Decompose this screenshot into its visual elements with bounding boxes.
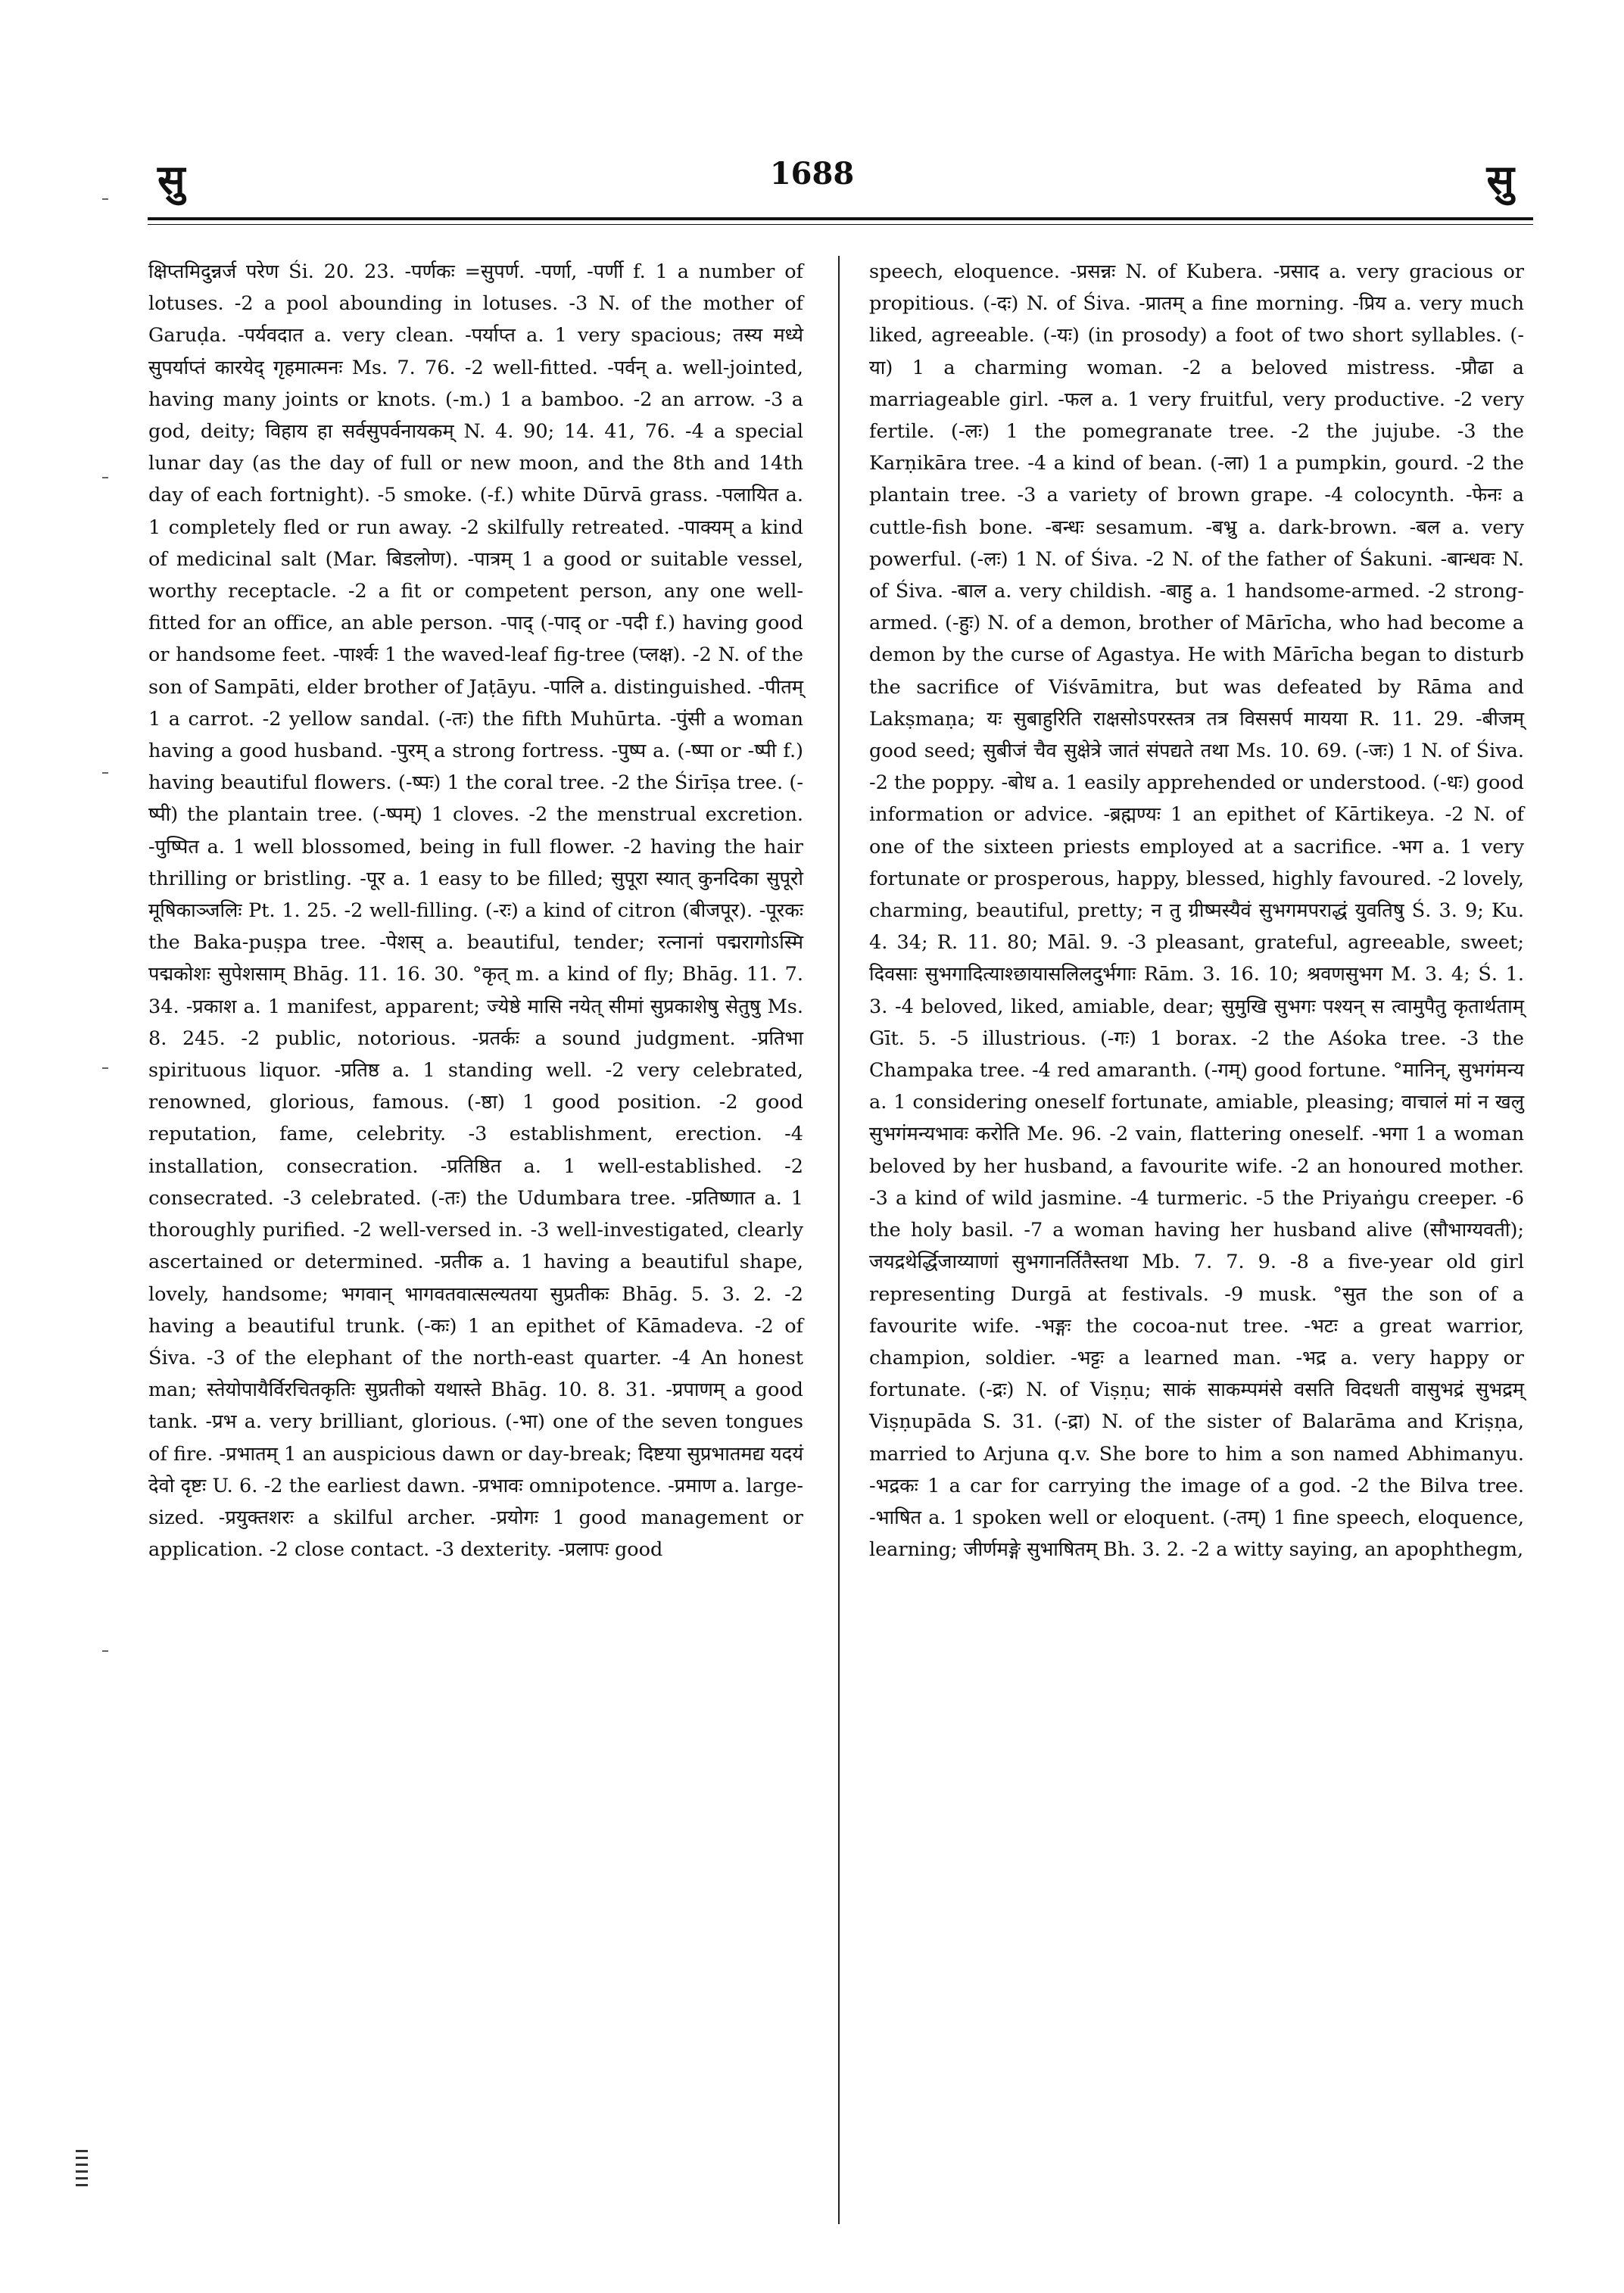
- column-divider: [838, 256, 840, 2224]
- page-number: 1688: [769, 156, 855, 192]
- margin-tick: [102, 1067, 108, 1069]
- left-column-text: क्षिप्तमिदुन्नर्ज परेण Śi. 20. 23. -पर्णकः =सुपर्ण. -पर्णा, -पर्णी f. 1 a number of lotuses. -2 a pool abounding in lotuses. -3 N. of the mother of Garuḍa. -पर्यवदात a. very clean. -पर्याप्त a. 1 very spacious; तस्य मध्ये सुपर्याप्तं कारयेद् गृहमात्मनः Ms. 7. 76. -2 well-fitted. -पर्वन् a. well-jointed, having many joints or knots. (-m.) 1 a bamboo. -2 an arrow. -3 a god, deity; विहाय हा सर्वसुपर्वनायकम् N. 4. 90; 14. 41, 76. -4 a special lunar day (as the day of full or new moon, and the 8th and 14th day of each fortnight). -5 smoke. (-f.) white Dūrvā grass. -पलायित a. 1 completely fled or run away. -2 skilfully retreated. -पाक्यम् a kind of medicinal salt (Mar. बिडलोण). -पात्रम् 1 a good or suitable vessel, worthy receptacle. -2 a fit or competent person, any one well-fitted for an office, an able person. -पाद् (-पाद् or -पदी f.) having good or handsome feet. -पार्श्वः 1 the waved-leaf fig-tree (प्लक्ष). -2 N. of the son of Sampāti, elder brother of Jaṭāyu. -पालि a. distinguished. -पीतम् 1 a carrot. -2 yellow sandal. (-तः) the fifth Muhūrta. -पुंसी a woman having a good husband. -पुरम् a strong fortress. -पुष्प a. (-ष्पा or -ष्पी f.) having beautiful flowers. (-ष्पः) 1 the coral tree. -2 the Śirīṣa tree. (-ष्पी) the plantain tree. (-ष्पम्) 1 cloves. -2 the menstrual excretion. -पुष्पित a. 1 well blossomed, being in full flower. -2 having the hair thrilling or bristling. -पूर a. 1 easy to be filled; सुपूरा स्यात् कुनदिका सुपूरो मूषिकाञ्जलिः Pt. 1. 25. -2 well-filling. (-रः) a kind of citron (बीजपूर). -पूरकः the Baka-puṣpa tree. -पेशस् a. beautiful, tender; रत्नानां पद्मरागोऽस्मि पद्मकोशः सुपेशसाम् Bhāg. 11. 16. 30. °कृत् m. a kind of fly; Bhāg. 11. 7. 34. -प्रकाश a. 1 manifest, apparent; ज्येष्ठे मासि नयेत् सीमां सुप्रकाशेषु सेतुषु Ms. 8. 245. -2 public, notorious. -प्रतर्कः a sound judgment. -प्रतिभा spirituous liquor. -प्रतिष्ठ a. 1 standing well. -2 very celebrated, renowned, glorious, famous. (-ष्ठा) 1 good position. -2 good reputation, fame, celebrity. -3 establishment, erection. -4 installation, consecration. -प्रतिष्ठित a. 1 well-established. -2 consecrated. -3 celebrated. (-तः) the Udumbara tree. -प्रतिष्णात a. 1 thoroughly purified. -2 well-versed in. -3 well-investigated, clearly ascertained or determined. -प्रतीक a. 1 having a beautiful shape, lovely, handsome; भगवान् भागवतवात्सल्यतया सुप्रतीकः Bhāg. 5. 3. 2. -2 having a beautiful trunk. (-कः) 1 an epithet of Kāmadeva. -2 of Śiva. -3 of the elephant of the north-east quarter. -4 An honest man; स्तेयोपायैर्विरचितकृतिः सुप्रतीको यथास्ते Bhāg. 10. 8. 31. -प्रपाणम् a good tank. -प्रभ a. very brilliant, glorious. (-भा) one of the seven tongues of fire. -प्रभातम् 1 an auspicious dawn or day-break; दिष्टया सुप्रभातमद्य यदयं देवो दृष्टः U. 6. -2 the earliest dawn. -प्रभावः omnipotence. -प्रमाण a. large-sized. -प्रयुक्तशरः a skilful archer. -प्रयोगः 1 good management or application. -2 close contact. -3 dexterity. -प्रलापः good: [148, 260, 803, 1562]
- right-column-text: speech, eloquence. -प्रसन्नः N. of Kubera. -प्रसाद a. very gracious or propitious. (-दः) N. of Śiva. -प्रातम् a fine morning. -प्रिय a. very much liked, agreeable. (-यः) (in prosody) a foot of two short syllables. (-या) 1 a charming woman. -2 a beloved mistress. -प्रौढा a marriageable girl. -फल a. 1 very fruitful, very productive. -2 very fertile. (-लः) 1 the pomegranate tree. -2 the jujube. -3 the Karṇikāra tree. -4 a kind of bean. (-ला) 1 a pumpkin, gourd. -2 the plantain tree. -3 a variety of brown grape. -4 colocynth. -फेनः a cuttle-fish bone. -बन्धः sesamum. -बभ्रु a. dark-brown. -बल a. very powerful. (-लः) 1 N. of Śiva. -2 N. of the father of Śakuni. -बान्धवः N. of Śiva. -बाल a. very childish. -बाहु a. 1 handsome-armed. -2 strong-armed. (-हुः) N. of a demon, brother of Mārīcha, who had become a demon by the curse of Agastya. He with Mārīcha began to disturb the sacrifice of Viśvāmitra, but was defeated by Rāma and Lakṣmaṇa; यः सुबाहुरिति राक्षसोऽपरस्तत्र तत्र विससर्प मायया R. 11. 29. -बीजम् good seed; सुबीजं चैव सुक्षेत्रे जातं संपद्यते तथा Ms. 10. 69. (-जः) 1 N. of Śiva. -2 the poppy. -बोध a. 1 easily apprehended or understood. (-धः) good information or advice. -ब्रह्मण्यः 1 an epithet of Kārtikeya. -2 N. of one of the sixteen priests employed at a sacrifice. -भग a. 1 very fortunate or prosperous, happy, blessed, highly favoured. -2 lovely, charming, beautiful, pretty; न तु ग्रीष्मस्यैवं सुभगमपराद्धं युवतिषु Ś. 3. 9; Ku. 4. 34; R. 11. 80; Māl. 9. -3 pleasant, grateful, agreeable, sweet; दिवसाः सुभगादित्याश्छायासलिलदुर्भगाः Rām. 3. 16. 10; श्रवणसुभग M. 3. 4; Ś. 1. 3. -4 beloved, liked, amiable, dear; सुमुखि सुभगः पश्यन् स त्वामुपैतु कृतार्थताम् Gīt. 5. -5 illustrious. (-गः) 1 borax. -2 the Aśoka tree. -3 the Champaka tree. -4 red amaranth. (-गम्) good fortune. °मानिन्, सुभगंमन्य a. 1 considering oneself fortunate, amiable, pleasing; वाचालं मां न खलु सुभगंमन्यभावः करोति Me. 96. -2 vain, flattering oneself. -भगा 1 a woman beloved by her husband, a favourite wife. -2 an honoured mother. -3 a kind of wild jasmine. -4 turmeric. -5 the Priyaṅgu creeper. -6 the holy basil. -7 a woman having her husband alive (सौभाग्यवती); जयद्रथेर्द्धिजाय्याणां सुभगानर्तितैस्तथा Mb. 7. 7. 9. -8 a five-year old girl representing Durgā at festivals. -9 musk. °सुत the son of a favourite wife. -भङ्गः the cocoa-nut tree. -भटः a great warrior, champion, soldier. -भट्टः a learned man. -भद्र a. very happy or fortunate. (-द्रः) N. of Viṣṇu; साकं साकम्पमंसे वसति विदधती वासुभद्रं सुभद्रम् Viṣṇupāda S. 31. (-द्रा) N. of the sister of Balarāma and Kriṣṇa, married to Arjuna q.v. She bore to him a son named Abhimanyu. -भद्रकः 1 a car for carrying the image of a god. -2 the Bilva tree. -भाषित a. 1 spoken well or eloquent. (-तम्) 1 fine speech, eloquence, learning; जीर्णमङ्गे सुभाषितम् Bh. 3. 2. -2 a witty saying, an apophthegm,: [869, 260, 1524, 1562]
- margin-tick: [102, 198, 108, 200]
- binding-marks: [76, 2150, 88, 2191]
- header-rule-thin: [148, 224, 1533, 225]
- running-head-left: सु: [157, 155, 185, 204]
- running-head-right: सु: [1486, 155, 1514, 204]
- margin-tick: [102, 477, 108, 478]
- header-rule-thick: [148, 217, 1533, 220]
- margin-tick: [102, 1650, 108, 1652]
- margin-tick: [102, 772, 108, 774]
